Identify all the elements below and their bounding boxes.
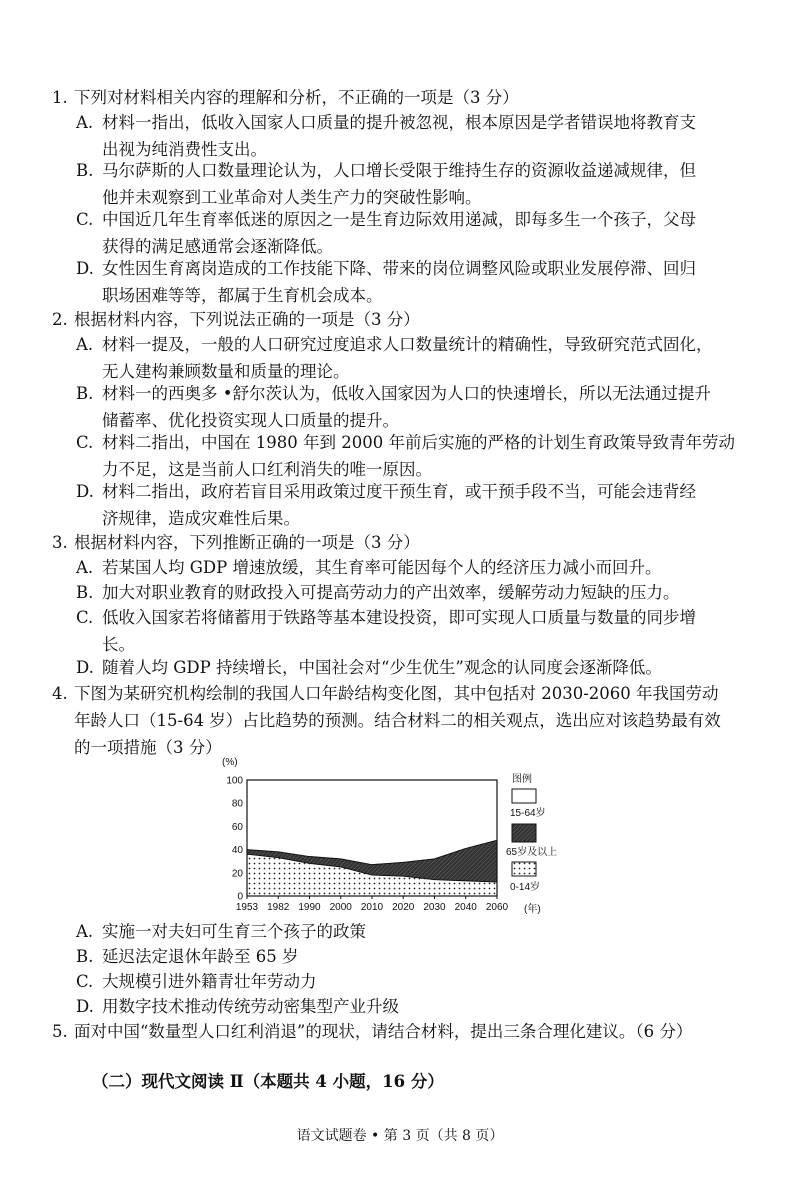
section-heading: （二）现代文阅读 Ⅱ（本题共 4 小题，16 分） (92, 1072, 444, 1091)
question-number: 5. (52, 1022, 68, 1041)
legend-swatch-working-age (512, 789, 536, 803)
option-label: C. (76, 972, 94, 991)
question-number: 1. (52, 88, 68, 107)
x-tick-label: 1982 (267, 902, 290, 913)
question-1-stem (52, 84, 762, 111)
question-4-stem (52, 680, 762, 761)
option-label: A. (76, 335, 94, 354)
legend-swatch-elderly (512, 824, 536, 842)
option-text: 延迟法定退休年龄至 65 岁 (102, 947, 299, 966)
question-text-line2: 年龄人口（15-64 岁）占比趋势的预测。结合材料二的相关观点，选出应对该趋势最有效 (74, 711, 721, 730)
option-text-line2: 他并未观察到工业革命对人类生产力的突破性影响。 (102, 188, 482, 207)
question-5-stem (52, 1018, 762, 1045)
option-label: D. (76, 997, 94, 1016)
legend-label-elderly: 65岁及以上 (506, 847, 558, 858)
question-2-option-a[interactable] (76, 331, 756, 385)
question-3-option-c[interactable] (76, 604, 756, 658)
option-label: A. (76, 113, 94, 132)
question-4-option-c[interactable] (76, 968, 756, 995)
question-2-stem (52, 306, 762, 333)
question-number: 3. (52, 533, 68, 552)
question-3-option-a[interactable] (76, 554, 756, 581)
question-1-option-d[interactable] (76, 255, 756, 309)
y-tick-label: 40 (231, 845, 243, 857)
x-tick-label: 2000 (329, 902, 352, 913)
option-text-line1: 女性因生育离岗造成的工作技能下降、带来的岗位调整风险或职业发展停滞、回归 (102, 259, 696, 278)
option-text: 大规模引进外籍青壮年劳动力 (102, 972, 317, 991)
option-text-line1: 材料一提及，一般的人口研究过度追求人口数量统计的精确性，导致研究范式固化， (102, 335, 713, 354)
option-text-line1: 材料一的西奥多 •舒尔茨认为，低收入国家因为人口的快速增长，所以无法通过提升 (102, 384, 711, 403)
question-1-option-a[interactable] (76, 109, 756, 163)
y-axis-unit: (%) (222, 757, 238, 768)
option-label: D. (76, 259, 94, 278)
question-2-option-b[interactable] (76, 380, 756, 434)
option-text: 用数字技术推动传统劳动密集型产业升级 (102, 997, 399, 1016)
option-label: B. (76, 161, 94, 180)
option-label: C. (76, 608, 94, 627)
question-text: 下列对材料相关内容的理解和分析，不正确的一项是（3 分） (74, 88, 519, 107)
question-4-option-a[interactable] (76, 918, 756, 945)
option-text-line1: 中国近几年生育率低迷的原因之一是生育边际效用递减，即每多生一个孩子，父母 (102, 210, 696, 229)
x-tick-label: 1990 (298, 902, 321, 913)
option-label: D. (76, 482, 94, 501)
question-1-option-c[interactable] (76, 206, 756, 260)
population-age-chart (212, 756, 558, 916)
legend-title: 图例 (512, 774, 532, 785)
option-text-line1: 材料二指出，政府若盲目采用政策过度干预生育，或干预手段不当，可能会违背经 (102, 482, 696, 501)
option-text-line2: 出视为纯消费性支出。 (102, 140, 267, 159)
x-tick-label: 2060 (485, 902, 509, 913)
question-3-stem (52, 529, 762, 556)
x-tick-label: 2030 (423, 902, 446, 913)
y-tick-label: 60 (231, 821, 243, 833)
question-number: 2. (52, 310, 68, 329)
option-label: A. (76, 922, 94, 941)
question-text-line3: 的一项措施（3 分） (74, 738, 222, 757)
option-label: C. (76, 210, 94, 229)
legend-swatch-children (512, 862, 536, 876)
option-text-line1: 加大对职业教育的财政投入可提高劳动力的产出效率，缓解劳动力短缺的压力。 (102, 583, 680, 602)
question-3-option-d[interactable] (76, 654, 756, 681)
option-label: D. (76, 658, 94, 677)
y-tick-label: 80 (231, 798, 243, 810)
x-axis-unit: (年) (524, 904, 541, 915)
option-label: C. (76, 433, 94, 452)
question-text: 根据材料内容，下列说法正确的一项是（3 分） (74, 310, 420, 329)
option-text-line1: 材料二指出，中国在 1980 年到 2000 年前后实施的严格的计划生育政策导致青年劳动 (102, 433, 735, 452)
question-4-option-b[interactable] (76, 943, 756, 970)
x-tick-label: 1953 (235, 902, 259, 913)
question-text: 面对中国“数量型人口红利消退”的现状，请结合材料，提出三条合理化建议。（6 分） (74, 1022, 693, 1041)
option-text-line1: 低收入国家若将储蓄用于铁路等基本建设投资，即可实现人口质量与数量的同步增 (102, 608, 696, 627)
question-text-line1: 下图为某研究机构绘制的我国人口年龄结构变化图，其中包括对 2030-2060 年我国劳动 (74, 684, 719, 703)
question-4-option-d[interactable] (76, 993, 756, 1020)
option-text-line2: 济规律，造成灾难性后果。 (102, 509, 300, 528)
option-text-line1: 材料一指出，低收入国家人口质量的提升被忽视，根本原因是学者错误地将教育支 (102, 113, 696, 132)
option-text-line2: 职场困难等等，都属于生育机会成本。 (102, 286, 383, 305)
x-tick-label: 2020 (392, 902, 415, 913)
option-text: 实施一对夫妇可生育三个孩子的政策 (102, 922, 366, 941)
option-text-line2: 储蓄率、优化投资实现人口质量的提升。 (102, 411, 399, 430)
question-2-option-c[interactable] (76, 429, 756, 483)
option-label: A. (76, 558, 94, 577)
option-text-line2: 无人建构兼顾数量和质量的理论。 (102, 362, 350, 381)
question-1-option-b[interactable] (76, 157, 756, 211)
y-tick-label: 20 (231, 868, 243, 880)
page-footer: 语文试题卷 • 第 3 页（共 8 页） (296, 1128, 504, 1144)
legend-label-children: 0-14岁 (510, 882, 541, 893)
y-tick-label: 100 (226, 775, 243, 787)
option-text-line1: 随着人均 GDP 持续增长，中国社会对“少生优生”观念的认同度会逐渐降低。 (102, 658, 662, 677)
option-text-line1: 若某国人均 GDP 增速放缓，其生育率可能因每个人的经济压力减小而回升。 (102, 558, 662, 577)
option-text-line1: 马尔萨斯的人口数量理论认为，人口增长受限于维持生存的资源收益递减规律，但 (102, 161, 696, 180)
option-text-line2: 长。 (102, 635, 135, 654)
option-label: B. (76, 947, 94, 966)
x-tick-label: 2040 (454, 902, 477, 913)
question-number: 4. (52, 684, 68, 703)
question-3-option-b[interactable] (76, 579, 756, 606)
option-label: B. (76, 583, 94, 602)
option-label: B. (76, 384, 94, 403)
question-text: 根据材料内容，下列推断正确的一项是（3 分） (74, 533, 420, 552)
option-text-line2: 力不足，这是当前人口红利消失的唯一原因。 (102, 460, 432, 479)
x-tick-label: 2010 (360, 902, 384, 913)
question-2-option-d[interactable] (76, 478, 756, 532)
legend-label-working-age: 15-64岁 (510, 808, 546, 819)
y-tick-label: 0 (237, 891, 243, 903)
option-text-line2: 获得的满足感通常会逐渐降低。 (102, 237, 333, 256)
